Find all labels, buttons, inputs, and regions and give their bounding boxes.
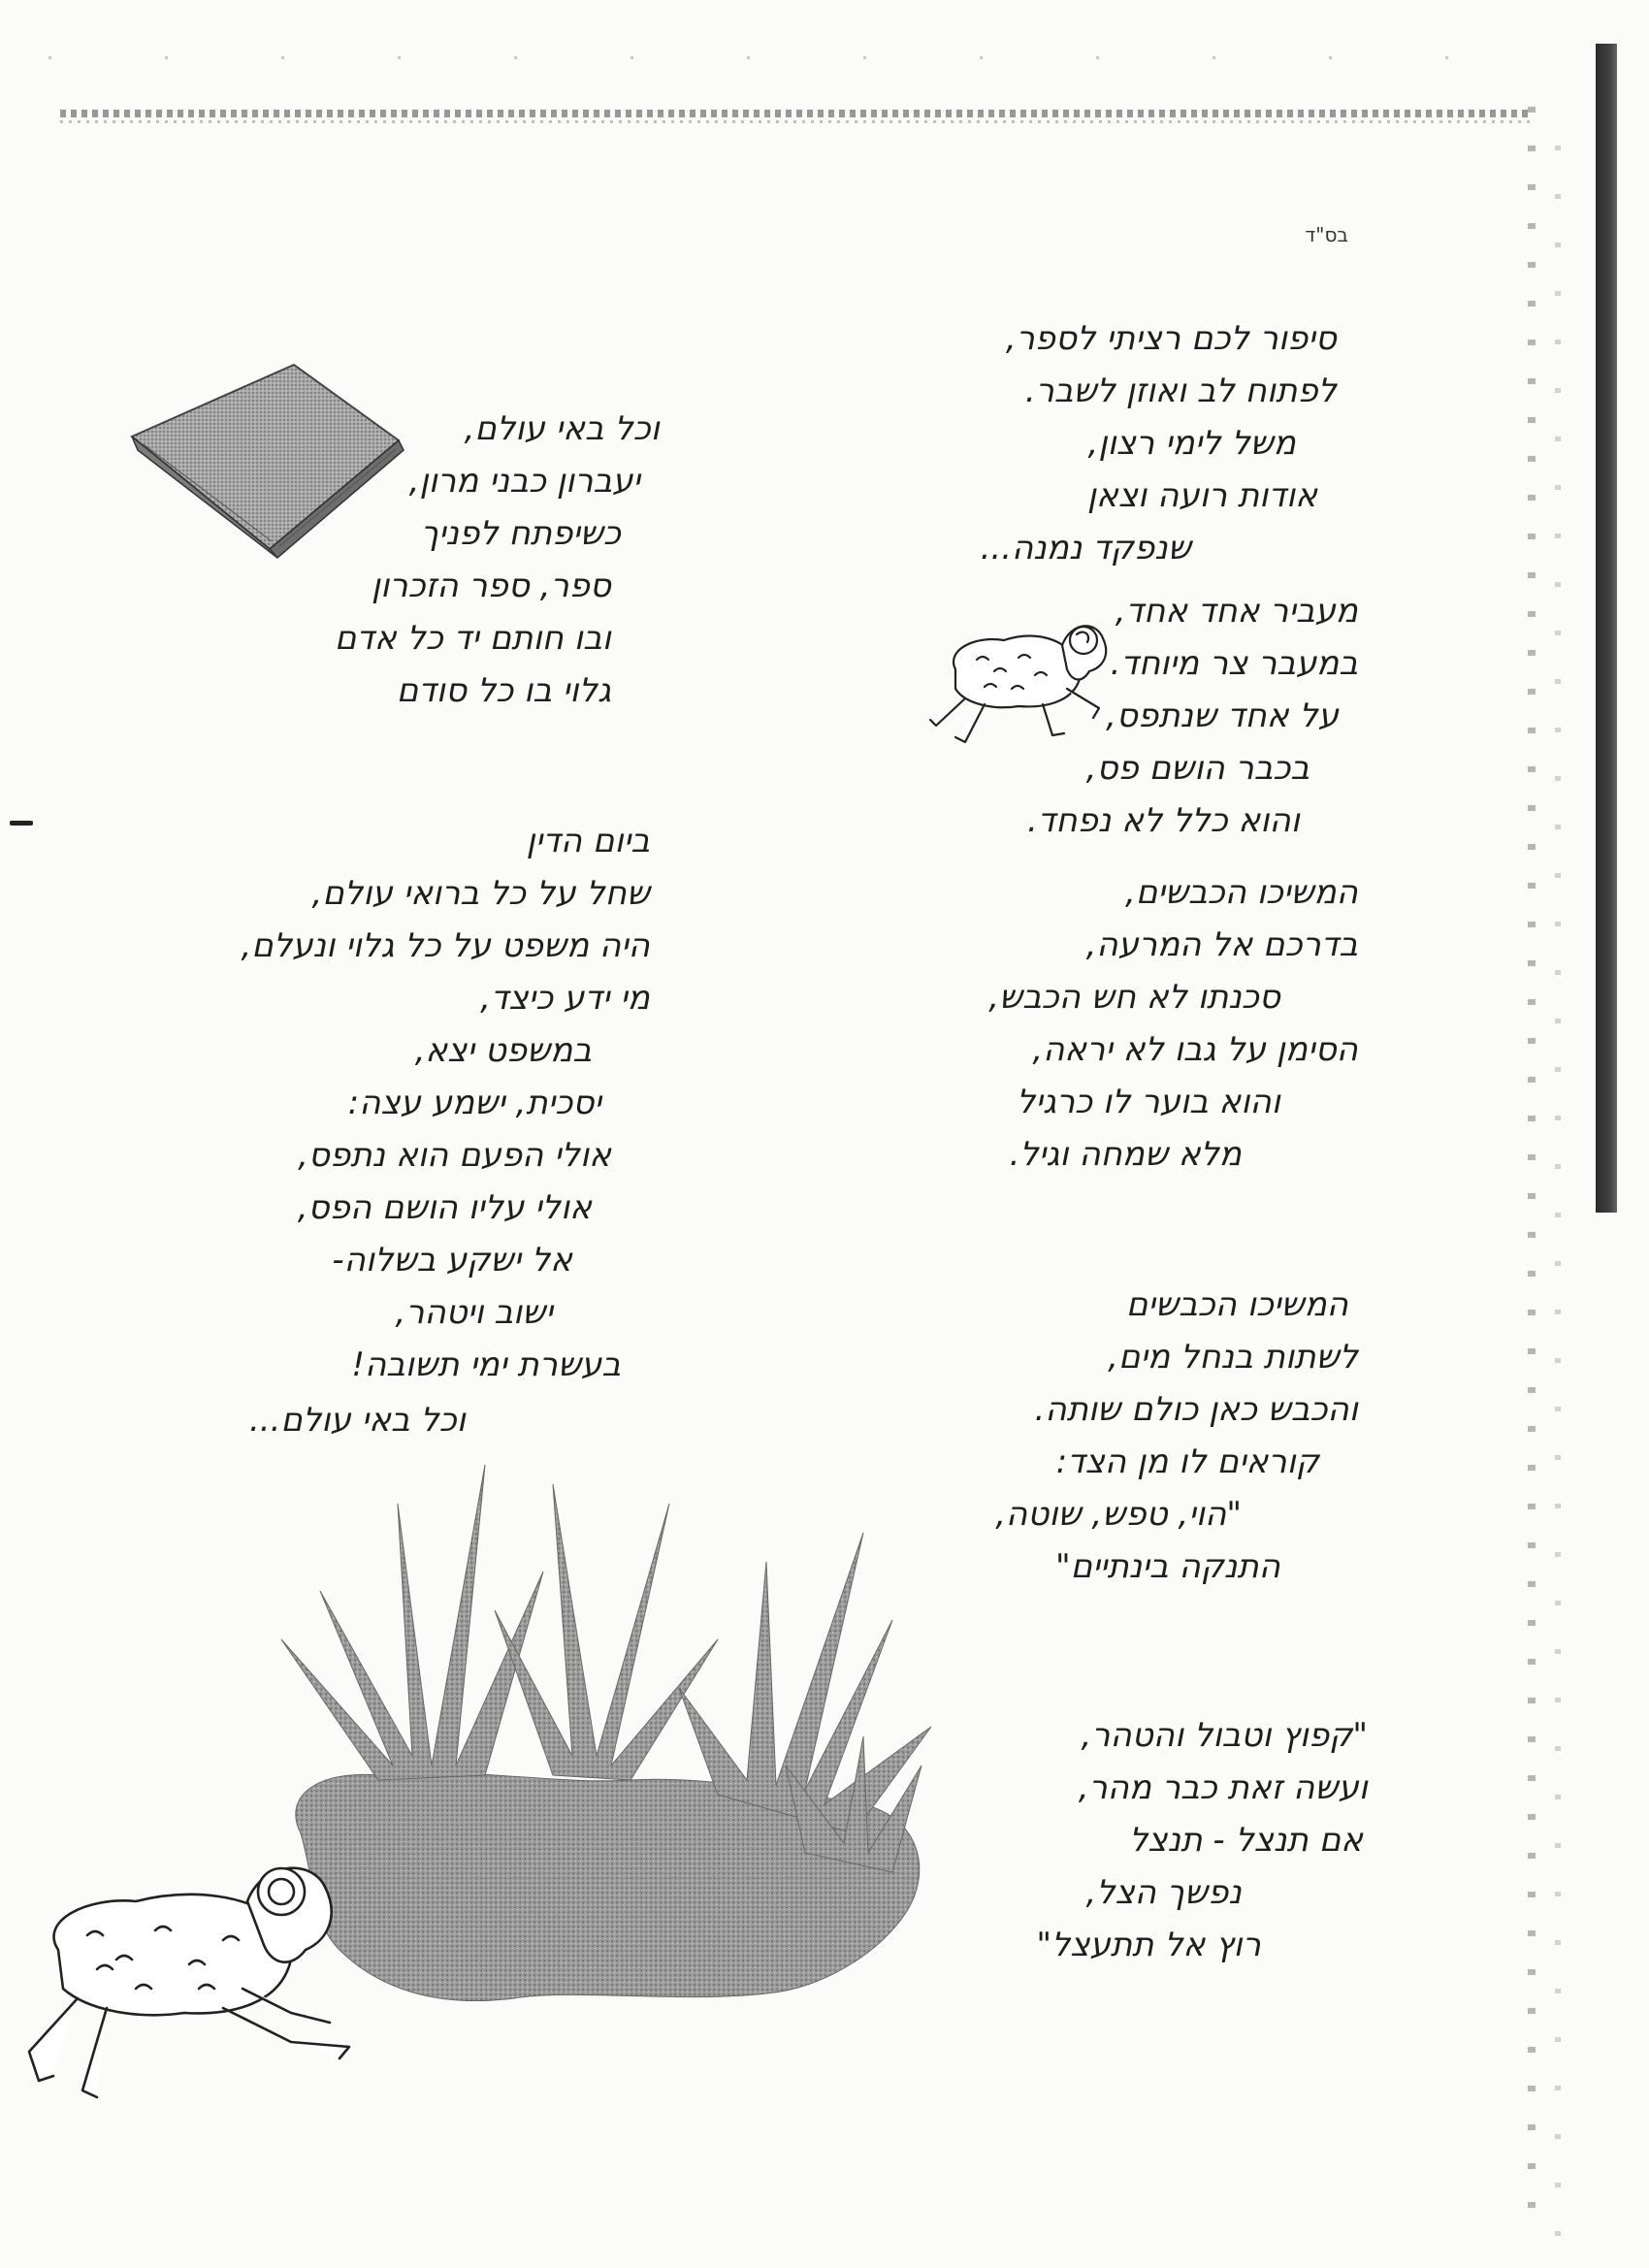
stanza-line: הסימן על גבו לא יראה, xyxy=(1032,1030,1358,1069)
stanza-line: מלא שמחה וגיל. xyxy=(1009,1135,1242,1174)
stanza-line: לשתות בנחל מים, xyxy=(1108,1338,1358,1377)
decorative-border-top xyxy=(60,110,1530,117)
stanza-line: המשיכו הכבשים, xyxy=(1125,873,1358,912)
decorative-border-right-outer xyxy=(1555,146,1561,2241)
stanza-line: יסכית, ישמע עצה: xyxy=(347,1084,601,1122)
stanza-line: "הוי, טפש, שוטה, xyxy=(995,1495,1242,1534)
stanza-line: משל לימי רצון, xyxy=(1087,424,1296,463)
stanza-line: רוץ אל תתעצל" xyxy=(1036,1926,1261,1964)
ram-illustration xyxy=(926,611,1116,757)
stanza-line: היה משפט על כל גלוי ונעלם, xyxy=(241,926,650,965)
stanza-line: סיפור לכם רציתי לספר, xyxy=(1005,319,1337,358)
stanza-line: ובו חותם יד כל אדם xyxy=(334,619,611,658)
stanza-4 xyxy=(931,1279,1358,1593)
stanza-line: מעביר אחד אחד, xyxy=(1115,592,1358,631)
stanza-line: אם תנצל - תנצל xyxy=(1129,1821,1363,1860)
stanza-line: על אחד שנתפס, xyxy=(1106,697,1339,735)
grass-illustration xyxy=(262,1445,960,2037)
stanza-line: סכנתו לא חש הכבש, xyxy=(988,978,1280,1017)
stanza-line: נפשך הצל, xyxy=(1085,1873,1242,1912)
stanza-2 xyxy=(1027,585,1358,847)
decorative-border-right xyxy=(1528,107,1536,2241)
stanza-line: לפתוח לב ואוזן לשבר. xyxy=(1024,372,1337,410)
stanza-line: ועשה זאת כבר מהר, xyxy=(1078,1768,1368,1807)
scan-mark-left xyxy=(10,821,33,826)
stanza-7 xyxy=(146,815,650,1391)
stanza-line: יעברון כבני מרון, xyxy=(408,462,640,501)
stanza-line: וכל באי עולם... xyxy=(248,1401,466,1440)
stanza-line: אל ישקע בשלוה- xyxy=(332,1241,572,1280)
stanza-line: והכבש כאן כולם שותה. xyxy=(1034,1390,1358,1429)
stanza-line: שחל על כל ברואי עולם, xyxy=(311,874,650,913)
stanza-line: המשיכו הכבשים xyxy=(1125,1285,1348,1324)
stanza-line: ישוב ויטהר, xyxy=(395,1293,553,1332)
stanza-5 xyxy=(1038,1709,1368,1971)
bsd-header: בס"ד xyxy=(1305,223,1348,246)
stanza-line: בכבר הושם פס, xyxy=(1085,749,1310,788)
stanza-line: מי ידע כיצד, xyxy=(480,979,650,1018)
stanza-line: ביום הדין xyxy=(526,822,650,860)
stanza-3 xyxy=(941,866,1358,1181)
decorative-border-top-inner xyxy=(60,120,1530,123)
stanza-line: וכל באי עולם, xyxy=(464,409,660,448)
stanza-line: בעשרת ימי תשובה! xyxy=(351,1345,621,1384)
stanza-line: אודות רועה וצאן xyxy=(1086,476,1317,515)
stanza-1 xyxy=(920,312,1337,574)
ram-illustration xyxy=(0,1843,359,2105)
stanza-line: והוא כלל לא נפחד. xyxy=(1027,801,1300,840)
stanza-8 xyxy=(175,1394,466,1446)
stanza-line: אולי עליו הושם הפס, xyxy=(297,1188,592,1227)
stanza-line: גלוי בו כל סודם xyxy=(396,671,611,710)
stanza-line: כשיפתח לפניך xyxy=(420,514,621,553)
stanza-line: שנפקד נמנה... xyxy=(980,529,1191,567)
stanza-line: התנקה בינתיים" xyxy=(1055,1547,1280,1586)
scan-edge-bar xyxy=(1596,44,1617,1213)
stanza-line: במעבר צר מיוחד. xyxy=(1110,644,1358,683)
stanza-line: קוראים לו מן הצד: xyxy=(1055,1442,1319,1481)
stanza-line: "קפוץ וטבול והטהר, xyxy=(1081,1716,1368,1755)
book-illustration xyxy=(124,357,405,561)
stanza-line: והוא בוער לו כרגיל xyxy=(1017,1083,1280,1121)
scan-artifact-top xyxy=(48,56,1484,59)
stanza-line: בדרכם אל המרעה, xyxy=(1085,925,1358,964)
stanza-line: ספר, ספר הזכרון xyxy=(371,567,611,605)
stanza-line: אולי הפעם הוא נתפס, xyxy=(298,1136,611,1175)
stanza-line: במשפט יצא, xyxy=(414,1031,592,1070)
